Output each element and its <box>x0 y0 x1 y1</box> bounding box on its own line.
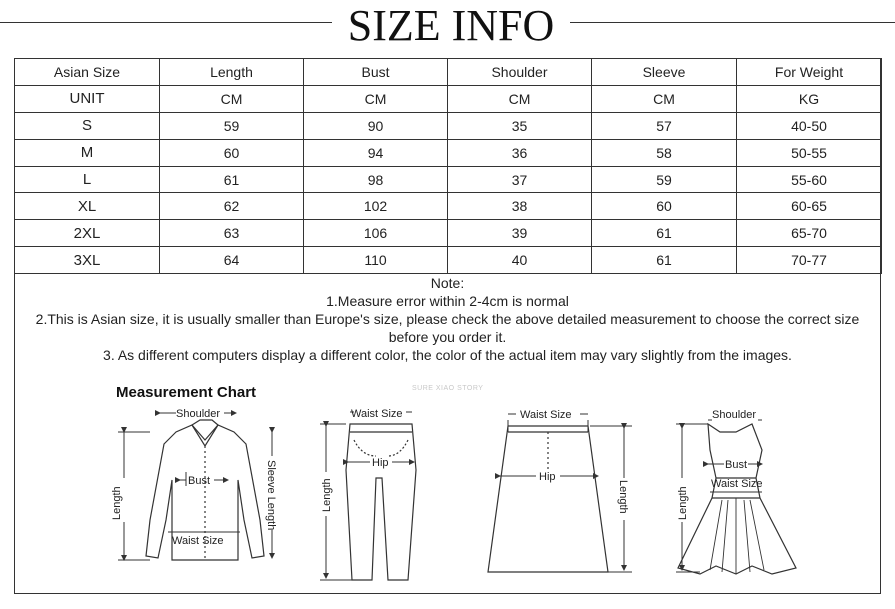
note-1: 1.Measure error within 2-4cm is normal <box>326 293 569 309</box>
skirt-length-label: Length <box>617 480 629 514</box>
watermark: SURE XIAO STORY <box>412 385 484 392</box>
table-cell: 61 <box>592 247 737 274</box>
table-cell: 90 <box>304 112 448 139</box>
table-cell: KG <box>737 85 882 112</box>
table-cell: 57 <box>592 112 737 139</box>
shirt-waist-label: Waist Size <box>172 535 224 547</box>
dress-bust-label: Bust <box>725 459 748 471</box>
dress-shoulder-label: Shoulder <box>712 409 757 421</box>
table-cell: 37 <box>448 166 592 193</box>
pants-length-label: Length <box>321 478 333 512</box>
table-cell: 58 <box>592 139 737 166</box>
table-cell: CM <box>448 85 592 112</box>
table-cell: Sleeve <box>592 59 737 86</box>
note-3: 3. As different computers display a different color, the color of the actual item may vary slightly from the images. <box>103 347 792 363</box>
table-cell: 63 <box>160 220 304 247</box>
table-cell: 110 <box>304 247 448 274</box>
page-title: SIZE INFO <box>347 1 555 50</box>
table-cell: 60 <box>160 139 304 166</box>
table-cell: 59 <box>160 112 304 139</box>
pants-diagram <box>346 424 416 580</box>
table-cell: CM <box>592 85 737 112</box>
table-cell: 62 <box>160 193 304 220</box>
table-cell: 70-77 <box>737 247 882 274</box>
table-cell: 55-60 <box>737 166 882 193</box>
table-cell: 94 <box>304 139 448 166</box>
table-cell: CM <box>160 85 304 112</box>
shirt-bust-label: Bust <box>188 475 211 487</box>
table-cell: 39 <box>448 220 592 247</box>
note-2: 2.This is Asian size, it is usually smaller than Europe's size, please check the above detailed measurement to choose the correct size before you order it. <box>35 311 860 345</box>
table-cell: 50-55 <box>737 139 882 166</box>
skirt-measure-lines <box>500 414 632 572</box>
table-cell: 61 <box>592 220 737 247</box>
dress-waist-label: Waist Size <box>711 478 763 490</box>
table-cell: 98 <box>304 166 448 193</box>
table-cell: 106 <box>304 220 448 247</box>
skirt-waist-label: Waist Size <box>520 409 572 421</box>
shirt-shoulder-label: Shoulder <box>176 408 221 420</box>
dress-diagram <box>678 424 796 574</box>
table-cell: 3XL <box>15 247 160 274</box>
table-cell: 40-50 <box>737 112 882 139</box>
table-cell: 38 <box>448 193 592 220</box>
table-cell: Length <box>160 59 304 86</box>
pants-waist-label: Waist Size <box>351 408 403 420</box>
table-cell: 35 <box>448 112 592 139</box>
table-cell: Bust <box>304 59 448 86</box>
table-cell: 102 <box>304 193 448 220</box>
table-cell: XL <box>15 193 160 220</box>
notes-heading: Note: <box>430 275 465 291</box>
pants-hip-label: Hip <box>372 457 389 469</box>
table-cell: 2XL <box>15 220 160 247</box>
skirt-diagram <box>488 426 608 572</box>
table-cell: 59 <box>592 166 737 193</box>
table-cell: 60-65 <box>737 193 882 220</box>
table-cell: L <box>15 166 160 193</box>
table-cell: For Weight <box>737 59 882 86</box>
dress-length-label: Length <box>677 486 689 520</box>
table-cell: Asian Size <box>15 59 160 86</box>
table-cell: S <box>15 112 160 139</box>
table-cell: 61 <box>160 166 304 193</box>
table-cell: M <box>15 139 160 166</box>
table-cell: 40 <box>448 247 592 274</box>
table-cell: 60 <box>592 193 737 220</box>
skirt-hip-label: Hip <box>539 471 556 483</box>
shirt-sleeve-label: Sleeve Length <box>265 460 277 531</box>
table-cell: Shoulder <box>448 59 592 86</box>
pants-measure-lines <box>320 412 414 580</box>
table-cell: 65-70 <box>737 220 882 247</box>
table-cell: 64 <box>160 247 304 274</box>
table-cell: 36 <box>448 139 592 166</box>
shirt-length-label: Length <box>111 486 123 520</box>
measurement-chart-title: Measurement Chart <box>116 384 257 401</box>
table-cell: UNIT <box>15 85 160 112</box>
table-cell: CM <box>304 85 448 112</box>
